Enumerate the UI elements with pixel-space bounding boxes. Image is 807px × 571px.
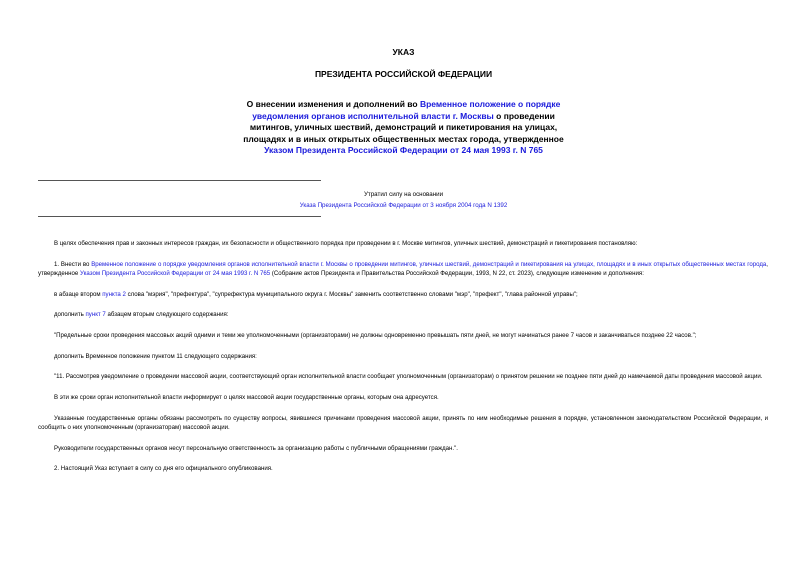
document-issuer: ПРЕЗИДЕНТА РОССИЙСКОЙ ФЕДЕРАЦИИ <box>314 69 493 79</box>
subtitle-link-decree[interactable]: Указом Президента Российской Федерации от 24 мая 1993 г. N 765 <box>264 145 543 156</box>
paragraph-quote-time-limits: "Предельные сроки проведения массовых акций одними и теми же уполномоченными (организаторами) не должны одновременно превышать пяти дней, не могут начинаться ранее 7 часов и заканчиваться позднее 22 часов."; <box>54 332 697 340</box>
link-point-7[interactable]: пункт 7 <box>85 311 106 319</box>
divider-bottom <box>38 216 321 217</box>
paragraph-item-2: 2. Настоящий Указ вступает в силу со дня его официального опубликования. <box>54 465 273 473</box>
paragraph-text: слова "мэрия", "префектура", "супрефектура муниципального округа г. Москвы" заменить соответственно словами "мэр", "префект", "глава районной управы"; <box>125 290 578 298</box>
link-point-2[interactable]: пункта 2 <box>102 290 126 298</box>
link-decree[interactable]: Указом Президента Российской Федерации от 24 мая 1993 г. N 765 <box>80 269 271 277</box>
paragraph-item-1 <box>38 260 768 278</box>
divider-top <box>38 180 321 181</box>
status-note <box>260 189 547 211</box>
paragraph-add-point-11: дополнить Временное положение пунктом 11 следующего содержания: <box>54 352 257 360</box>
paragraph-text: абзацем вторым следующего содержания: <box>105 311 229 319</box>
paragraph-text: (Собрание актов Президента и Правительства Российской Федерации, 1993, N 22, ст. 2023), следующие изменение и дополнения: <box>270 269 644 277</box>
status-note-text: Утратил силу на основании <box>363 191 444 198</box>
paragraph-amend-point-7 <box>38 310 768 319</box>
subtitle-text-pre: О внесении изменения и дополнений во <box>246 99 420 109</box>
status-note-link[interactable]: Указа Президента Российской Федерации от 3 ноября 2004 года N 1392 <box>299 202 508 209</box>
paragraph-same-terms: В эти же сроки орган исполнительной власти информирует о целях массовой акции государственные органы, которым она адресуется. <box>54 394 439 402</box>
paragraph-text: дополнить <box>54 311 86 319</box>
paragraph-state-bodies: Указанные государственные органы обязаны рассмотреть по существу вопросы, явившиеся причинами проведения массовой акции, принять по ним необходимые решения в порядке, установленном законодательством Российской Федерации, и сообщить о них уполномоченным (организаторам) массовой акции. <box>38 414 768 432</box>
document-body <box>38 239 768 485</box>
paragraph-preamble: В целях обеспечения прав и законных интересов граждан, их безопасности и общественного порядка при проведении в г. Москве митингов, уличных шествий, демонстраций и пикетирования постановляю: <box>54 240 638 247</box>
paragraph-responsibility: Руководители государственных органов несут персональную ответственность за организацию работы с публичными обращениями граждан.". <box>54 444 458 452</box>
link-regulation[interactable]: Временное положение о порядке уведомления органов исполнительной власти г. Москвы о проведении митингов, уличных шествий, демонстраций и пикетирования на улицах, площадях и в иных открытых общественных местах города <box>91 260 767 268</box>
document-title: УКАЗ <box>392 47 415 57</box>
paragraph-text: , утвержденное <box>38 260 768 277</box>
subtitle-link-regulation[interactable]: Временное положение о порядке уведомления органов исполнительной власти г. Москвы <box>252 99 561 121</box>
paragraph-point-11: "11. Рассмотрев уведомление о проведении массовой акции, соответствующий орган исполнительной власти сообщает уполномоченным (организаторам) о принятом решении не позднее пяти дней до намечаемой даты проведения массовой акции. <box>54 373 763 381</box>
document-subtitle <box>230 99 577 157</box>
paragraph-amend-point-2 <box>38 290 768 299</box>
subtitle-text-mid: о проведении митингов, уличных шествий, демонстраций и пикетирования на улицах, площадях и в иных открытых общественных местах города, утвержденное <box>243 110 564 144</box>
paragraph-text: в абзаце втором <box>54 290 103 298</box>
paragraph-text: 1. Внести во <box>54 260 92 268</box>
